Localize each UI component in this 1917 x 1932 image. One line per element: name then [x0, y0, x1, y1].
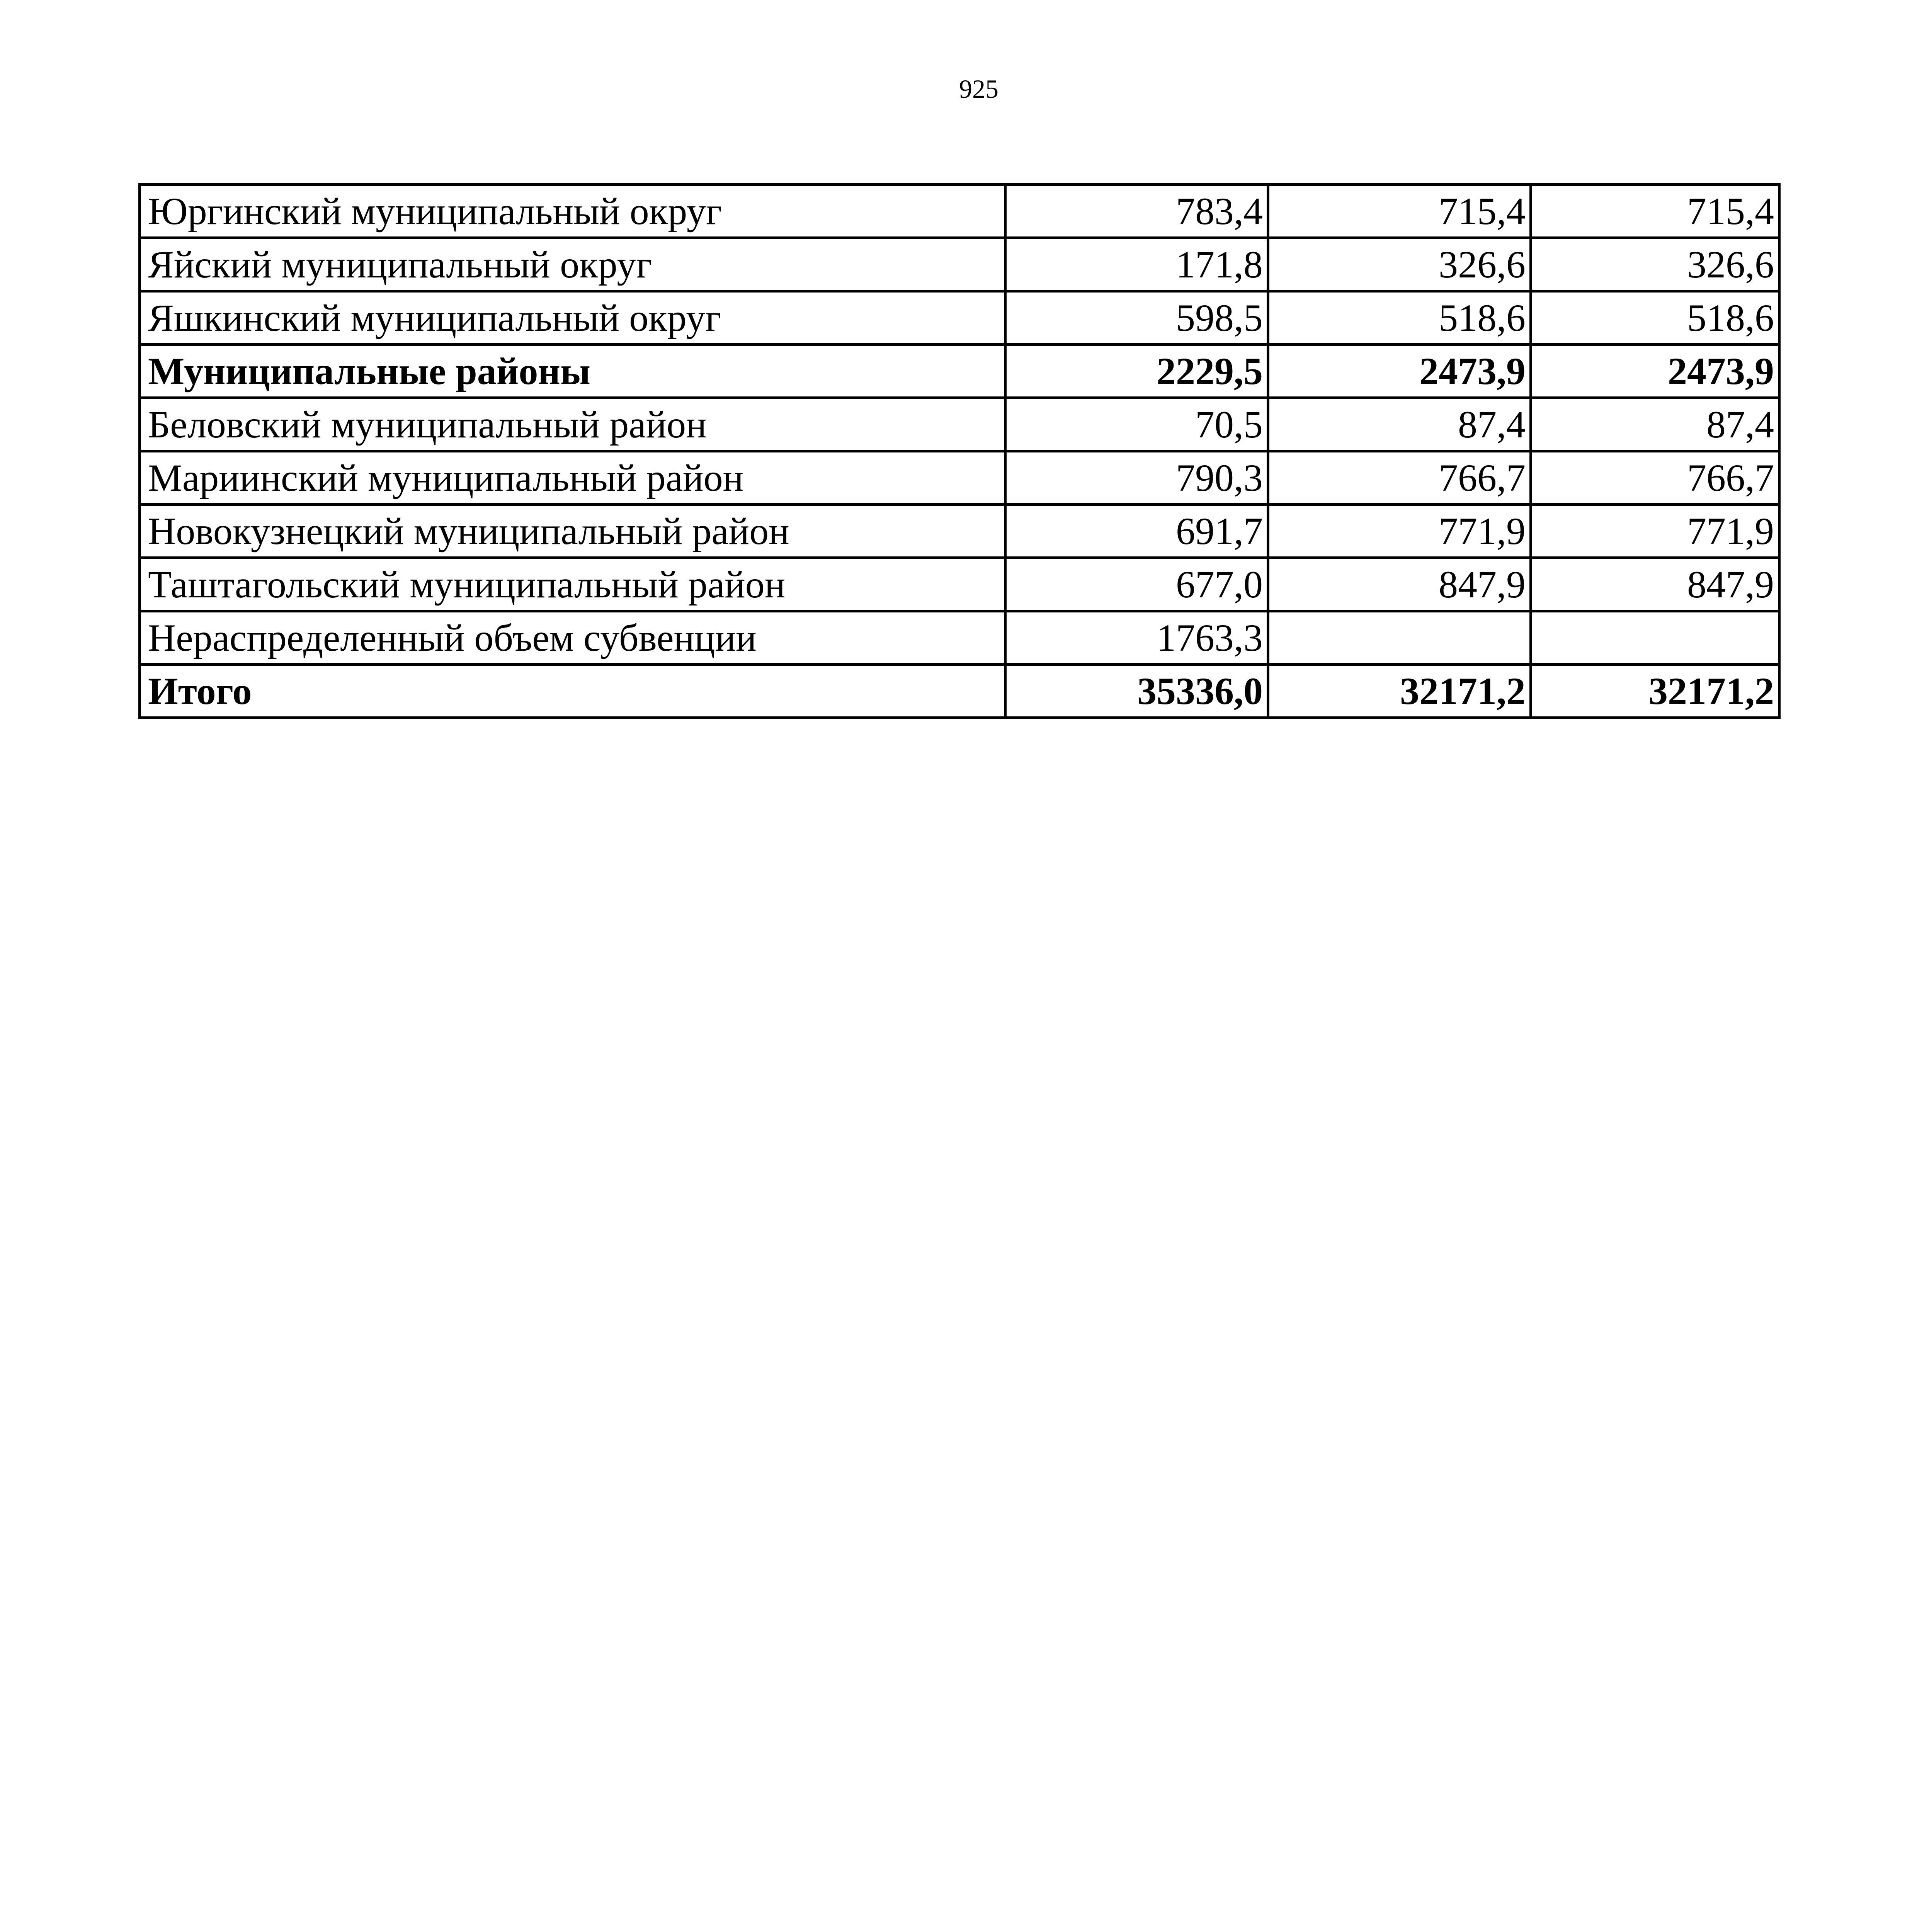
- table-row: [140, 611, 1779, 665]
- value-cell-2: 32171,2: [1268, 665, 1531, 718]
- value-cell-3: 326,6: [1531, 238, 1779, 291]
- value-cell-1: 1763,3: [1005, 611, 1268, 665]
- row-name-cell: Яйский муниципальный округ: [140, 238, 1005, 291]
- value-cell-1: 171,8: [1005, 238, 1268, 291]
- row-name-cell: Муниципальные районы: [140, 345, 1005, 398]
- table-row-subtotal: [140, 345, 1779, 398]
- table-row: [140, 238, 1779, 291]
- value-cell-2: 715,4: [1268, 185, 1531, 238]
- row-name-cell: Нераспределенный объем субвенции: [140, 611, 1005, 665]
- table-row-total: [140, 665, 1779, 718]
- table-row: [140, 558, 1779, 611]
- value-cell-2: 326,6: [1268, 238, 1531, 291]
- table-row: [140, 291, 1779, 345]
- table-row: [140, 398, 1779, 451]
- row-name-cell: Итого: [140, 665, 1005, 718]
- value-cell-3: 847,9: [1531, 558, 1779, 611]
- row-name-cell: Юргинский муниципальный округ: [140, 185, 1005, 238]
- row-name-cell: Новокузнецкий муниципальный район: [140, 505, 1005, 558]
- value-cell-3: 766,7: [1531, 451, 1779, 505]
- value-cell-2: [1268, 611, 1531, 665]
- table-row: [140, 185, 1779, 238]
- value-cell-3: 2473,9: [1531, 345, 1779, 398]
- value-cell-1: 691,7: [1005, 505, 1268, 558]
- value-cell-3: 715,4: [1531, 185, 1779, 238]
- value-cell-3: 518,6: [1531, 291, 1779, 345]
- value-cell-1: 35336,0: [1005, 665, 1268, 718]
- value-cell-1: 2229,5: [1005, 345, 1268, 398]
- value-cell-2: 771,9: [1268, 505, 1531, 558]
- value-cell-3: [1531, 611, 1779, 665]
- value-cell-2: 87,4: [1268, 398, 1531, 451]
- value-cell-1: 598,5: [1005, 291, 1268, 345]
- table-row: [140, 451, 1779, 505]
- value-cell-1: 70,5: [1005, 398, 1268, 451]
- value-cell-3: 87,4: [1531, 398, 1779, 451]
- value-cell-2: 2473,9: [1268, 345, 1531, 398]
- row-name-cell: Таштагольский муниципальный район: [140, 558, 1005, 611]
- page-number: 925: [959, 74, 998, 104]
- value-cell-1: 677,0: [1005, 558, 1268, 611]
- subvention-table: [138, 183, 1781, 719]
- row-name-cell: Яшкинский муниципальный округ: [140, 291, 1005, 345]
- row-name-cell: Беловский муниципальный район: [140, 398, 1005, 451]
- value-cell-2: 766,7: [1268, 451, 1531, 505]
- row-name-cell: Мариинский муниципальный район: [140, 451, 1005, 505]
- value-cell-1: 783,4: [1005, 185, 1268, 238]
- value-cell-1: 790,3: [1005, 451, 1268, 505]
- value-cell-2: 518,6: [1268, 291, 1531, 345]
- value-cell-3: 32171,2: [1531, 665, 1779, 718]
- value-cell-2: 847,9: [1268, 558, 1531, 611]
- value-cell-3: 771,9: [1531, 505, 1779, 558]
- table-row: [140, 505, 1779, 558]
